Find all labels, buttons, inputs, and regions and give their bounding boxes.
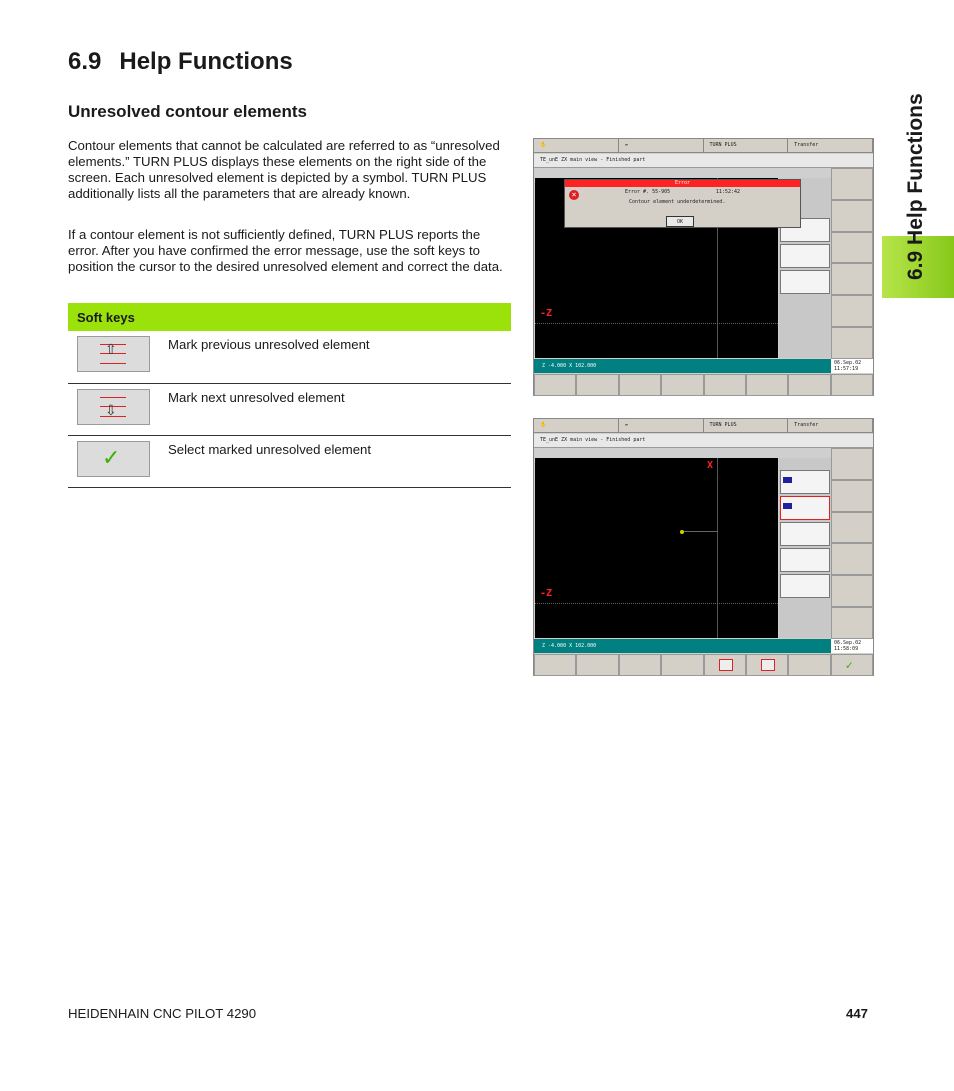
error-code: Error #. 55-905 [625, 189, 671, 195]
error-icon: × [569, 190, 579, 200]
section-number: 6.9 [68, 48, 102, 75]
status-bar: Z -4.000 X 102.000 [534, 359, 832, 373]
side-tab [882, 0, 954, 298]
list-item[interactable] [780, 470, 830, 494]
mark-next-icon [761, 659, 775, 671]
tab-hand[interactable]: ✋ [534, 139, 619, 153]
section-title: Help Functions [119, 48, 293, 75]
tab-arrow[interactable]: ⇛ [619, 419, 704, 433]
x-axis-label: X [707, 460, 714, 471]
tab-turn-plus[interactable]: TURN PLUS [704, 139, 789, 153]
toolbar [534, 168, 834, 178]
info-bar: TE_unE ZX main view - Finished part [534, 434, 873, 448]
subsection-title: Unresolved contour elements [68, 102, 308, 121]
vertical-softkeys [831, 448, 873, 639]
mark-previous-softkey[interactable] [704, 654, 746, 676]
page-title [68, 48, 293, 76]
softkey-description: Select marked unresolved element [168, 435, 511, 487]
table-row [68, 383, 511, 435]
error-dialog [564, 179, 801, 228]
arrow-down-icon: ⇩ [105, 401, 117, 418]
horizontal-softkeys [534, 654, 873, 676]
ok-button[interactable]: OK [666, 216, 694, 227]
list-item[interactable] [780, 548, 830, 572]
tab-transfer[interactable]: Transfer [788, 419, 873, 433]
info-bar: TE_unE ZX main view - Finished part [534, 154, 873, 168]
softkey-description: Mark next unresolved element [168, 383, 511, 435]
tab-transfer[interactable]: Transfer [788, 139, 873, 153]
paragraph-1: Contour elements that cannot be calculated are referred to as “unresolved elements.” TURN PLUS displays these elements on the right side of the screen. Each unresolved element is depicted by a symbol. TURN PLUS additionally lists all the parameters that are already known. [68, 138, 500, 201]
list-item[interactable] [780, 270, 830, 294]
softkeys-table [68, 303, 511, 488]
checkmark-icon: ✓ [845, 658, 853, 672]
softkey-description: Mark previous unresolved element [168, 331, 511, 383]
footer-text: HEIDENHAIN CNC PILOT 4290 [68, 1006, 257, 1021]
table-row [68, 331, 511, 383]
list-item[interactable] [780, 244, 830, 268]
screenshot-unresolved-list [533, 418, 874, 676]
mark-next-icon [77, 389, 150, 425]
error-message: Contour element underdetermined. [629, 199, 726, 205]
vertical-softkeys [831, 168, 873, 359]
graphics-canvas [535, 458, 778, 638]
horizontal-softkeys [534, 374, 873, 396]
z-axis-label: -Z [540, 588, 553, 599]
tab-bar [534, 419, 873, 433]
screenshot-error-dialog [533, 138, 874, 396]
mark-next-softkey[interactable] [746, 654, 788, 676]
tab-bar [534, 139, 873, 153]
side-tab-label: 6.9 Help Functions [904, 93, 927, 280]
z-axis-label: -Z [540, 308, 553, 319]
table-row [68, 435, 511, 487]
date-display: 06.Sep.02 11:58:09 [831, 639, 873, 653]
date-display: 06.Sep.02 11:57:19 [831, 359, 873, 373]
dialog-title: Error [565, 180, 800, 187]
checkmark-icon: ✓ [77, 441, 150, 477]
mark-previous-icon [719, 659, 733, 671]
list-item[interactable] [780, 574, 830, 598]
list-item-selected[interactable] [780, 496, 830, 520]
arrow-up-icon: ⇧ [105, 341, 117, 357]
tab-hand[interactable]: ✋ [534, 419, 619, 433]
error-time: 11:52:42 [715, 189, 740, 195]
toolbar [534, 448, 834, 458]
tab-arrow[interactable]: ⇛ [619, 139, 704, 153]
select-softkey[interactable] [831, 654, 873, 676]
unresolved-element-list [779, 458, 831, 638]
contour-point [680, 530, 684, 534]
page-number: 447 [846, 1006, 869, 1021]
status-bar: Z -4.000 X 102.000 [534, 639, 832, 653]
paragraph-2: If a contour element is not sufficiently defined, TURN PLUS reports the error. After you have confirmed the error message, use the soft keys to position the cursor to the desired unresolved element and correct the data. [68, 227, 503, 274]
tab-turn-plus[interactable]: TURN PLUS [704, 419, 789, 433]
list-item[interactable] [780, 522, 830, 546]
softkeys-header: Soft keys [68, 303, 511, 331]
mark-previous-icon [77, 336, 150, 372]
